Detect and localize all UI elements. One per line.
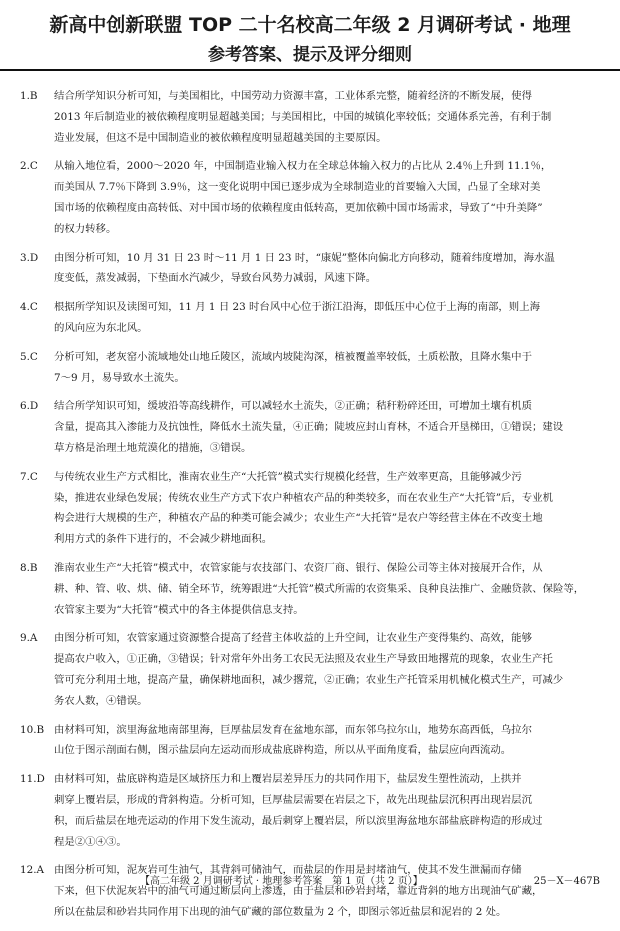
answer-list bbox=[20, 86, 606, 931]
answer-text-line: 务农人数，④错误。 bbox=[54, 694, 148, 707]
answer-number: 3.D bbox=[20, 251, 39, 264]
answer-text-line: 由材料可知，盐底辟构造是区域挤压力和上覆岩层差异压力的共同作用下，盐层发生塑性流动，上拱并 bbox=[54, 773, 522, 786]
answer-number: 11.D bbox=[20, 773, 45, 786]
answer-item bbox=[20, 297, 606, 339]
answer-item bbox=[20, 347, 606, 389]
answer-text-line: 耕、种、管、收、烘、储、销全环节，统筹跟进“大托管”模式所需的农资集采、良种良法推广、金融贷款、保险等， bbox=[54, 582, 585, 595]
answer-number: 1.B bbox=[20, 90, 38, 102]
footer-code: 25－X－467B bbox=[533, 876, 600, 887]
answer-item bbox=[20, 769, 606, 852]
page-title: 新高中创新联盟 TOP 二十名校高二年级 2 月调研考试 · 地理 bbox=[49, 14, 571, 36]
answer-text-line: 2013 年后制造业的被依赖程度明显超越美国；与美国相比，中国的城镇化率较低；交通体系完善，有利于制 bbox=[54, 110, 552, 123]
answer-text-line: 由图分析可知，农管家通过资源整合提高了经营主体收益的上升空间，让农业生产变得集约、高效，能够 bbox=[54, 632, 532, 645]
answer-text-line: 染，推进农业绿色发展；传统农业生产方式下农户种植农产品的种类较多，而在农业生产“大托管”后，专业机 bbox=[54, 491, 553, 504]
answer-text-line: 管可充分利用土地，提高产量，确保耕地面积，减少撂荒，②正确；农业生产托管采用机械化模式生产，可减少 bbox=[54, 673, 564, 686]
answer-text-line: 提高农户收入，①正确，③错误；针对常年外出务工农民无法照及农业生产导致田地撂荒的现象，农业生产托 bbox=[54, 653, 553, 666]
answer-text-line: 分析可知，老灰窑小流域地处山地丘陵区，流域内坡陡沟深，植被覆盖率较低，土质松散，且降水集中于 bbox=[54, 350, 532, 363]
answer-text-line: 草方格是治理土地荒漠化的措施，③错误。 bbox=[54, 441, 252, 454]
answer-item bbox=[20, 720, 606, 762]
answer-number: 8.B bbox=[20, 561, 38, 574]
answer-item bbox=[20, 467, 606, 550]
answer-text-line: 与传统农业生产方式相比，淮南农业生产“大托管”模式实行规模化经营，生产效率更高，且能够减少污 bbox=[54, 470, 522, 483]
answer-text-line: 含量，提高其入渗能力及抗蚀性，降低水土流失量，④正确；陡坡应封山育林，不适合开垦梯田，①错误；建设 bbox=[54, 421, 564, 434]
answer-number: 9.A bbox=[20, 632, 38, 645]
answer-item bbox=[20, 156, 606, 239]
answer-text-line: 由图分析可知，10 月 31 日 23 时～11 月 1 日 23 时，“康妮”整体向偏北方向移动，随着纬度增加，海水温 bbox=[54, 251, 555, 264]
answer-text-line: 构会进行大规模的生产，种植农产品的种类可能会减少；农业生产“大托管”是农户等经营主体在不改变土地 bbox=[54, 512, 543, 525]
answer-text-line: 7～9 月，易导致水土流失。 bbox=[54, 371, 185, 384]
answer-text-line: 由材料可知，滨里海盆地南部里海，巨厚盐层发育在盆地东部，而东邻乌拉尔山，地势东高西低，乌拉尔 bbox=[54, 723, 532, 736]
answer-text-line: 积，而后盐层在地壳运动的作用下发生流动，最后刺穿上覆岩层，所以滨里海盆地东部盐底辟构造的形成过 bbox=[54, 814, 543, 827]
answer-text-line: 所以在盐层和砂岩共同作用下出现的油气矿藏的部位数量为 2 个，即图示邻近盐层和泥岩的 2 处。 bbox=[54, 905, 507, 918]
answer-text-line: 根据所学知识及读图可知，11 月 1 日 23 时台风中心位于浙江沿海，即低压中心位于上海的南部，则上海 bbox=[54, 301, 540, 314]
page-footer bbox=[0, 872, 620, 890]
answer-item bbox=[20, 860, 606, 922]
answer-text-line: 山位于图示剖面右侧，图示盐层向左运动而形成盐底辟构造，所以从平面角度看，盐层应向西流动。 bbox=[54, 744, 512, 757]
answer-item bbox=[20, 628, 606, 711]
answer-number: 10.B bbox=[20, 723, 45, 736]
answer-number: 2.C bbox=[20, 160, 38, 173]
header-divider bbox=[0, 69, 620, 71]
answer-text-line: 从输入地位看，2000～2020 年，中国制造业输入权力在全球总体输入权力的占比从 2.4％上升到 11.1％， bbox=[54, 160, 552, 173]
answer-text-line: 而美国从 7.7％下降到 3.9％，这一变化说明中国已逐步成为全球制造业的首要输入大国，凸显了全球对美 bbox=[54, 181, 541, 194]
answer-text-line: 国市场的依赖程度由高转低、对中国市场的依赖程度由低转高，更加依赖中国市场需求，导致了“中升美降” bbox=[54, 201, 543, 214]
answer-item bbox=[20, 248, 606, 290]
answer-text-line: 结合所学知识分析可知，与美国相比，中国劳动力资源丰富，工业体系完整，随着经济的不断发展，使得 bbox=[54, 90, 532, 102]
answer-text-line: 结合所学知识可知，缓坡沿等高线耕作，可以减轻水土流失，②正确；秸秆粉碎还田，可增加土壤有机质 bbox=[54, 400, 532, 413]
answer-text-line: 的权力转移。 bbox=[54, 222, 117, 235]
answer-number: 5.C bbox=[20, 350, 38, 363]
answer-text-line: 的风向应为东北风。 bbox=[54, 321, 148, 334]
answer-text-line: 农管家主要为“大托管”模式中的各主体提供信息支持。 bbox=[54, 603, 304, 616]
answer-item bbox=[20, 396, 606, 458]
answer-text-line: 造业发展，但这不是中国制造业的被依赖程度明显超越美国的主要原因。 bbox=[54, 131, 387, 144]
answer-item bbox=[20, 558, 606, 620]
answer-text-line: 刺穿上覆岩层，形成的背斜构造。分析可知，巨厚盐层需要在岩层之下，故先出现盐层沉积再出现岩层沉 bbox=[54, 793, 532, 806]
answer-text-line: 利用方式的条件下进行的，不会减少耕地面积。 bbox=[54, 533, 273, 546]
footer-page-info: 【高二年级 2 月调研考试 · 地理参考答案 第 1 页（共 2 页）】 bbox=[140, 876, 423, 887]
answer-number: 7.C bbox=[20, 470, 38, 483]
answer-item bbox=[20, 86, 606, 148]
answer-number: 6.D bbox=[20, 400, 39, 413]
answer-text-line: 下来，但下伏泥灰岩中的油气可通过断层向上渗透，由于盐层和砂岩封堵，靠近背斜的地方出现油气矿藏， bbox=[54, 885, 543, 898]
answer-text-line: 由图分析可知，泥灰岩可生油气，其背斜可储油气，而盐层的作用是封堵油气，使其不发生泄漏而存储 bbox=[54, 864, 522, 877]
answer-number: 12.A bbox=[20, 864, 45, 877]
answer-text-line: 程是②①④③。 bbox=[54, 835, 127, 848]
answer-text-line: 淮南农业生产“大托管”模式中，农管家能与农技部门、农资厂商、银行、保险公司等主体对接展开合作，从 bbox=[54, 561, 543, 574]
answer-number: 4.C bbox=[20, 301, 38, 314]
page-subtitle: 参考答案、提示及评分细则 bbox=[208, 45, 412, 65]
answer-text-line: 度变低，蒸发减弱，下垫面水汽减少，导致台风势力减弱，风速下降。 bbox=[54, 272, 377, 285]
